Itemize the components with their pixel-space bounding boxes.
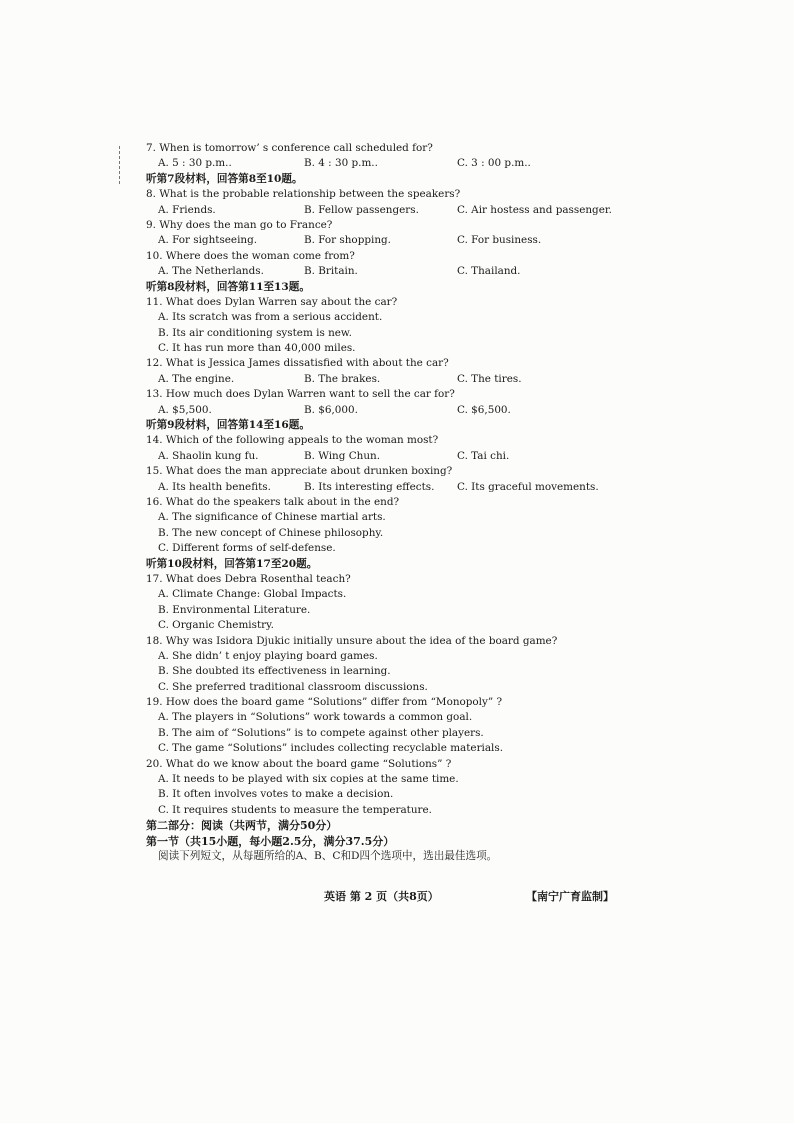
option-c: C. $6,500. — [457, 403, 511, 416]
question-text: 8. What is the probable relationship between the speakers? — [146, 188, 461, 201]
option-row — [146, 264, 746, 279]
option-row — [146, 403, 746, 418]
option-c: C. For business. — [457, 234, 542, 247]
option-row — [146, 372, 746, 387]
option-text: C. The game “Solutions” includes collecting recyclable materials. — [158, 742, 504, 755]
question-text: 9. Why does the man go to France? — [146, 218, 333, 231]
option-text: A. Its scratch was from a serious accident. — [158, 311, 383, 324]
option-row — [146, 233, 746, 248]
option-text: A. The significance of Chinese martial arts. — [158, 511, 386, 524]
question-text: 18. Why was Isidora Djukic initially unsure about the idea of the board game? — [146, 634, 558, 647]
option-row — [146, 156, 746, 171]
question-text: 20. What do we know about the board game “Solutions” ? — [146, 757, 452, 770]
option-a: A. The engine. — [158, 372, 235, 385]
option-a: A. Its health benefits. — [158, 480, 271, 493]
option-text: C. It has run more than 40,000 miles. — [158, 342, 356, 355]
option-text: B. The aim of “Solutions” is to compete against other players. — [158, 726, 484, 739]
option-text: C. Organic Chemistry. — [158, 619, 274, 632]
option-row — [146, 449, 746, 464]
question-text: 13. How much does Dylan Warren want to sell the car for? — [146, 388, 455, 401]
option-b: B. Its interesting effects. — [304, 480, 435, 493]
question-text: 11. What does Dylan Warren say about the car? — [146, 295, 398, 308]
option-text: A. The players in “Solutions” work towards a common goal. — [158, 711, 473, 724]
option-text: C. It requires students to measure the temperature. — [158, 803, 432, 816]
section-heading: 听第7段材料，回答第8至10题。 — [146, 172, 303, 185]
option-a: A. For sightseeing. — [158, 234, 258, 247]
option-c: C. The tires. — [457, 372, 522, 385]
option-text: A. Climate Change: Global Impacts. — [158, 588, 347, 601]
page-number-label: 英语 第 2 页（共8页） — [324, 890, 439, 903]
section-heading: 听第10段材料，回答第17至20题。 — [146, 557, 318, 570]
option-a: A. $5,500. — [158, 403, 212, 416]
option-text: B. It often involves votes to make a decision. — [158, 788, 394, 801]
option-c: C. 3 : 00 p.m.. — [457, 157, 531, 170]
option-b: B. 4 : 30 p.m.. — [304, 157, 378, 170]
option-a: A. The Netherlands. — [158, 265, 264, 278]
binding-margin-line — [119, 146, 121, 184]
instructions: 阅读下列短文，从每题所给的A、B、C和D四个选项中，选出最佳选项。 — [158, 849, 498, 862]
option-b: B. The brakes. — [304, 372, 381, 385]
option-a: A. Friends. — [158, 203, 216, 216]
option-text: A. It needs to be played with six copies at the same time. — [158, 773, 459, 786]
question-list — [146, 141, 746, 864]
option-a: A. 5 : 30 p.m.. — [158, 157, 232, 170]
option-text: B. She doubted its effectiveness in learning. — [158, 665, 391, 678]
publisher-stamp: 【南宁广育监制】 — [526, 890, 614, 903]
question-text: 14. Which of the following appeals to the woman most? — [146, 434, 439, 447]
option-c: C. Thailand. — [457, 265, 521, 278]
section-heading: 听第8段材料，回答第11至13题。 — [146, 280, 310, 293]
question-text: 15. What does the man appreciate about drunken boxing? — [146, 465, 453, 478]
option-b: B. $6,000. — [304, 403, 358, 416]
option-row — [146, 203, 746, 218]
option-text: B. Its air conditioning system is new. — [158, 326, 352, 339]
page-footer — [0, 888, 794, 908]
question-text: 7. When is tomorrow’ s conference call scheduled for? — [146, 142, 433, 154]
question-text: 19. How does the board game “Solutions” differ from “Monopoly” ? — [146, 696, 503, 709]
part-heading: 第一节（共15小题，每小题2.5分，满分37.5分） — [146, 834, 395, 848]
option-text: C. Different forms of self-defense. — [158, 542, 336, 555]
option-c: C. Its graceful movements. — [457, 480, 599, 493]
part-heading: 第二部分：阅读（共两节，满分50分） — [146, 819, 338, 833]
option-b: B. Wing Chun. — [304, 449, 381, 462]
option-row — [146, 480, 746, 495]
option-a: A. Shaolin kung fu. — [158, 449, 259, 462]
option-b: B. For shopping. — [304, 234, 391, 247]
option-c: C. Air hostess and passenger. — [457, 203, 612, 216]
option-b: B. Britain. — [304, 265, 358, 278]
question-text: 16. What do the speakers talk about in the end? — [146, 495, 400, 508]
option-text: C. She preferred traditional classroom discussions. — [158, 680, 428, 693]
question-text: 12. What is Jessica James dissatisfied with about the car? — [146, 357, 449, 370]
option-b: B. Fellow passengers. — [304, 203, 419, 216]
option-c: C. Tai chi. — [457, 449, 510, 462]
section-heading: 听第9段材料，回答第14至16题。 — [146, 419, 310, 432]
question-text: 10. Where does the woman come from? — [146, 249, 355, 262]
option-text: B. Environmental Literature. — [158, 603, 311, 616]
option-text: A. She didn’ t enjoy playing board games. — [158, 649, 378, 662]
option-text: B. The new concept of Chinese philosophy. — [158, 526, 384, 539]
question-text: 17. What does Debra Rosenthal teach? — [146, 572, 351, 585]
